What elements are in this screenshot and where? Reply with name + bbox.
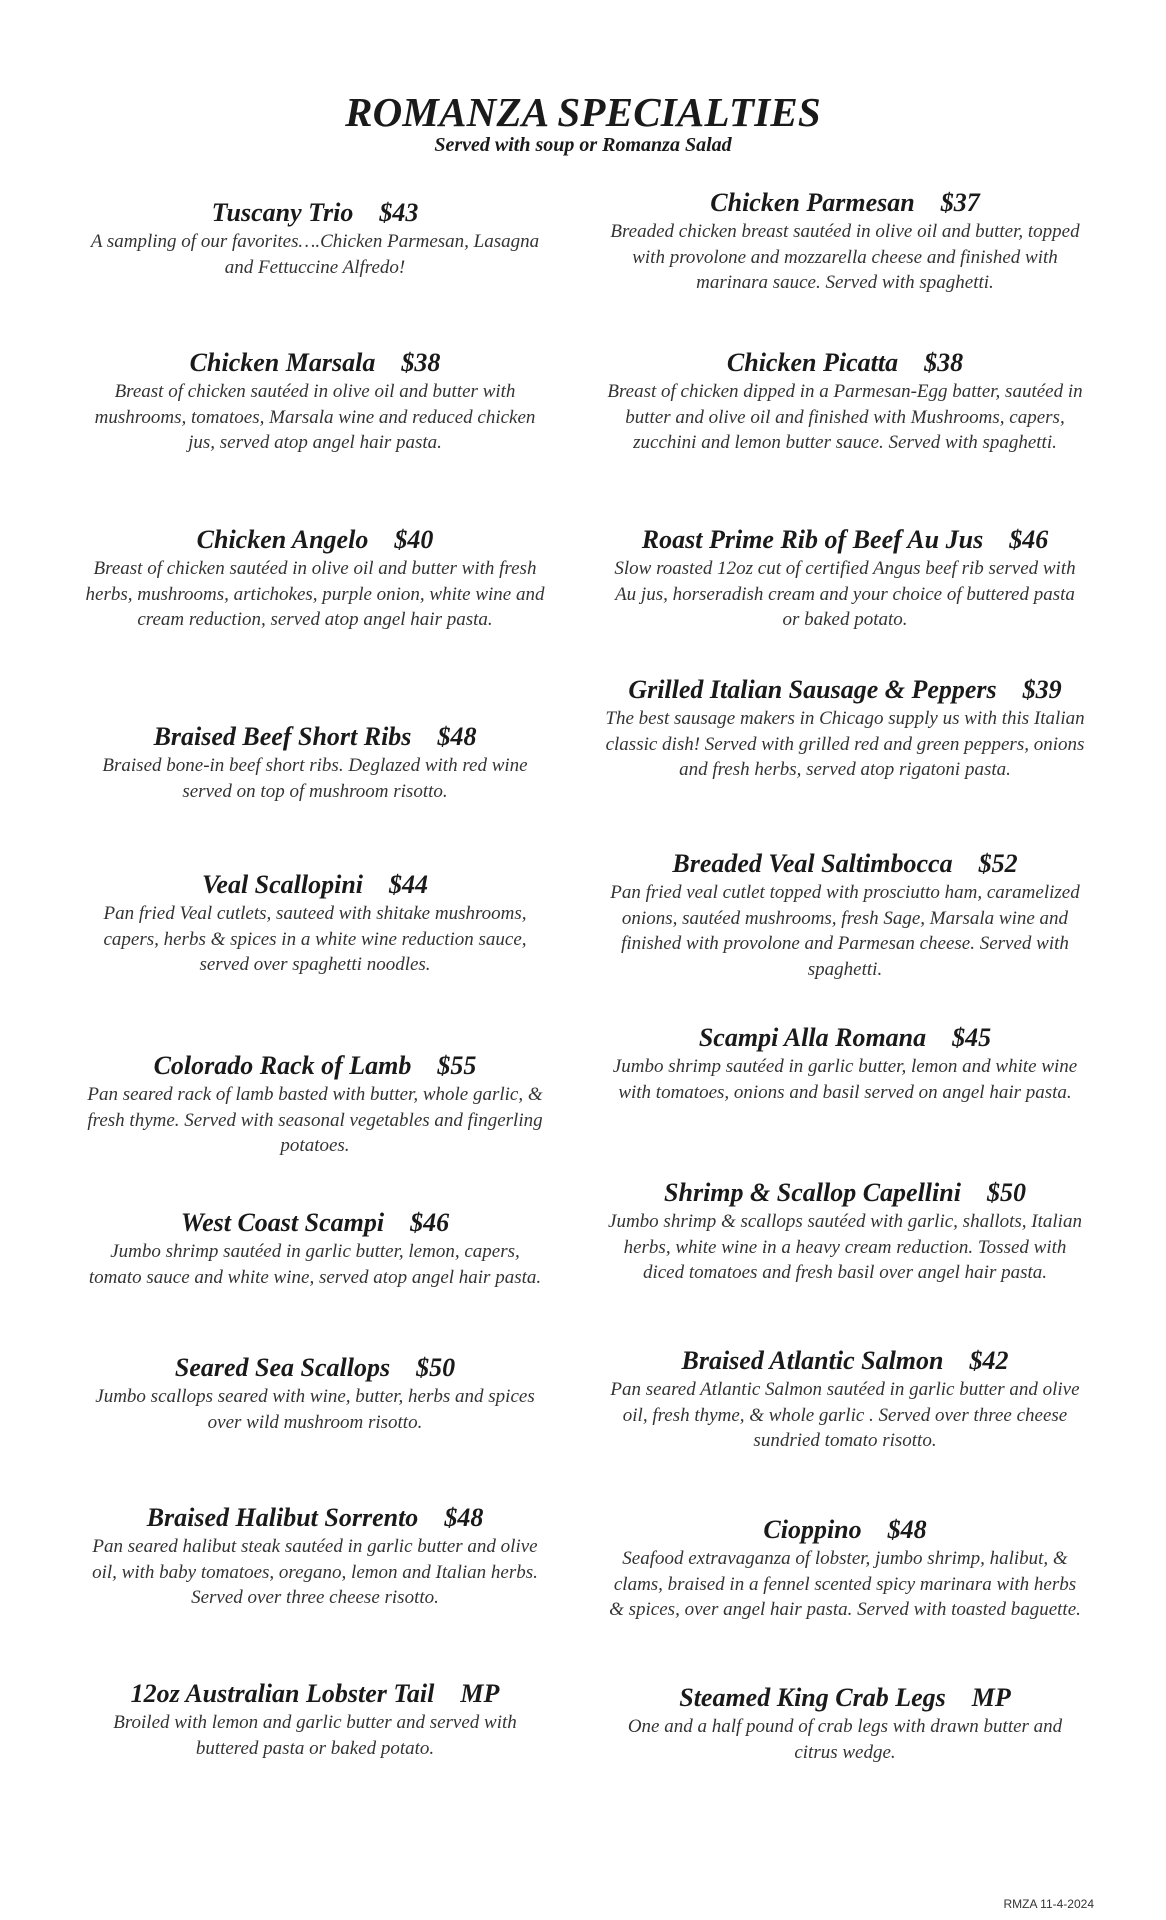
item-name: Roast Prime Rib of Beef Au Jus [641,525,984,554]
menu-item-braised-atlantic-salmon [605,1346,1085,1454]
item-description: One and a half pound of crab legs with drawn butter and citrus wedge. [627,1716,1063,1763]
item-price: $52 [978,849,1018,878]
menu-item-steamed-king-crab-legs [605,1683,1085,1765]
item-price: $38 [401,348,441,377]
item-description: Broiled with lemon and garlic butter and served with buttered pasta or baked potato. [113,1712,517,1759]
menu-item-chicken-parmesan [605,188,1085,296]
item-description: Pan fried veal cutlet topped with prosciutto ham, caramelized onions, sautéed mushrooms, fresh Sage, Marsala wine and finished with provolone and Parmesan cheese. Served with spaghetti. [610,882,1080,980]
item-price: $44 [389,870,429,899]
item-heading [85,1679,545,1709]
item-price: $46 [410,1208,450,1237]
item-heading [605,1515,1085,1545]
item-price: $43 [379,198,419,227]
item-heading [85,348,545,378]
item-heading [605,1346,1085,1376]
item-price: $42 [969,1346,1009,1375]
item-description: Jumbo shrimp sautéed in garlic butter, lemon and white wine with tomatoes, onions and basil served on angel hair pasta. [612,1056,1078,1103]
item-name: Shrimp & Scallop Capellini [664,1178,961,1207]
item-heading [605,188,1085,218]
item-price: $48 [444,1503,484,1532]
item-price: $38 [924,348,964,377]
item-name: Seared Sea Scallops [174,1353,391,1382]
item-heading [85,722,545,752]
item-price: MP [460,1679,500,1708]
item-name: Scampi Alla Romana [698,1023,927,1052]
item-description: Jumbo shrimp & scallops sautéed with garlic, shallots, Italian herbs, white wine in a heavy cream reduction. Tossed with diced tomatoes and fresh basil over angel hair pasta. [608,1211,1082,1283]
item-name: Braised Beef Short Ribs [153,722,412,751]
item-heading [85,525,545,555]
menu-item-shrimp-scallop-capellini [605,1178,1085,1286]
item-name: Braised Halibut Sorrento [146,1503,419,1532]
item-description: Jumbo scallops seared with wine, butter, herbs and spices over wild mushroom risotto. [95,1386,535,1433]
menu-item-italian-sausage-peppers [605,675,1085,783]
item-name: Chicken Marsala [189,348,376,377]
menu-item-cioppino [605,1515,1085,1623]
item-name: Steamed King Crab Legs [679,1683,946,1712]
item-name: Chicken Angelo [196,525,369,554]
item-description: A sampling of our favorites….Chicken Parmesan, Lasagna and Fettuccine Alfredo! [90,231,540,278]
item-description: Breast of chicken dipped in a Parmesan-Egg batter, sautéed in butter and olive oil and finished with Mushrooms, capers, zucchini and lemon butter sauce. Served with spaghetti. [607,381,1083,453]
item-price: MP [971,1683,1011,1712]
item-description: Breaded chicken breast sautéed in olive oil and butter, topped with provolone and mozzarella cheese and finished with marinara sauce. Served with spaghetti. [610,221,1080,293]
menu-item-chicken-angelo [85,525,545,633]
item-name: Grilled Italian Sausage & Peppers [628,675,997,704]
item-price: $55 [437,1051,477,1080]
menu-item-west-coast-scampi [85,1208,545,1290]
menu-item-seared-sea-scallops [85,1353,545,1435]
menu-item-scampi-alla-romana [605,1023,1085,1105]
item-heading [85,198,545,228]
item-heading [605,849,1085,879]
item-description: Seafood extravaganza of lobster, jumbo shrimp, halibut, & clams, braised in a fennel scented spicy marinara with herbs & spices, over angel hair pasta. Served with toasted baguette. [609,1548,1081,1620]
item-heading [85,870,545,900]
item-description: Breast of chicken sautéed in olive oil and butter with mushrooms, tomatoes, Marsala wine and reduced chicken jus, served atop angel hair pasta. [94,381,536,453]
item-heading [605,348,1085,378]
item-name: 12oz Australian Lobster Tail [130,1679,435,1708]
item-price: $46 [1009,525,1049,554]
menu-item-braised-halibut-sorrento [85,1503,545,1611]
item-heading [605,525,1085,555]
menu-item-chicken-picatta [605,348,1085,456]
item-name: Colorado Rack of Lamb [153,1051,412,1080]
item-description: Jumbo shrimp sautéed in garlic butter, lemon, capers, tomato sauce and white wine, served atop angel hair pasta. [88,1241,542,1288]
item-description: Pan seared halibut steak sautéed in garlic butter and olive oil, with baby tomatoes, oregano, lemon and Italian herbs. Served over three cheese risotto. [92,1536,538,1608]
item-name: Tuscany Trio [211,198,354,227]
item-heading [605,1023,1085,1053]
page-title: ROMANZA SPECIALTIES [345,89,821,135]
menu-item-braised-beef-short-ribs [85,722,545,804]
menu-item-colorado-rack-of-lamb [85,1051,545,1159]
menu-version-code: RMZA 11-4-2024 [1003,1897,1094,1911]
menu-item-breaded-veal-saltimbocca [605,849,1085,982]
item-name: Chicken Parmesan [710,188,915,217]
item-name: Breaded Veal Saltimbocca [672,849,953,878]
item-price: $50 [416,1353,456,1382]
menu-header [0,90,1166,156]
menu-item-tuscany-trio [85,198,545,280]
item-name: West Coast Scampi [180,1208,385,1237]
item-description: Braised bone-in beef short ribs. Deglazed with red wine served on top of mushroom risotto. [102,755,528,802]
item-heading [85,1353,545,1383]
item-heading [85,1208,545,1238]
item-heading [85,1503,545,1533]
item-price: $40 [394,525,434,554]
item-description: Slow roasted 12oz cut of certified Angus beef rib served with Au jus, horseradish cream and your choice of buttered pasta or baked potato. [614,558,1076,630]
item-description: Breast of chicken sautéed in olive oil and butter with fresh herbs, mushrooms, artichokes, purple onion, white wine and cream reduction, served atop angel hair pasta. [85,558,545,630]
menu-item-veal-scallopini [85,870,545,978]
item-name: Chicken Picatta [726,348,899,377]
item-name: Braised Atlantic Salmon [681,1346,944,1375]
item-heading [85,1051,545,1081]
item-price: $50 [986,1178,1026,1207]
item-description: The best sausage makers in Chicago supply us with this Italian classic dish! Served with grilled red and green peppers, onions and fresh herbs, served atop rigatoni pasta. [605,708,1085,780]
item-price: $39 [1022,675,1062,704]
menu-item-chicken-marsala [85,348,545,456]
item-description: Pan seared rack of lamb basted with butter, whole garlic, & fresh thyme. Served with seasonal vegetables and fingerling potatoes. [87,1084,543,1156]
item-name: Veal Scallopini [201,870,364,899]
item-description: Pan fried Veal cutlets, sauteed with shitake mushrooms, capers, herbs & spices in a white wine reduction sauce, served over spaghetti noodles. [103,903,527,975]
item-heading [605,675,1085,705]
menu-item-roast-prime-rib [605,525,1085,633]
item-name: Cioppino [763,1515,862,1544]
item-heading [605,1683,1085,1713]
page-subtitle: Served with soup or Romanza Salad [434,134,732,156]
item-price: $45 [952,1023,992,1052]
item-heading [605,1178,1085,1208]
item-price: $48 [887,1515,927,1544]
item-price: $37 [940,188,980,217]
menu-item-australian-lobster-tail [85,1679,545,1761]
item-price: $48 [437,722,477,751]
item-description: Pan seared Atlantic Salmon sautéed in garlic butter and olive oil, fresh thyme, & whole garlic . Served over three cheese sundried tomato risotto. [610,1379,1080,1451]
